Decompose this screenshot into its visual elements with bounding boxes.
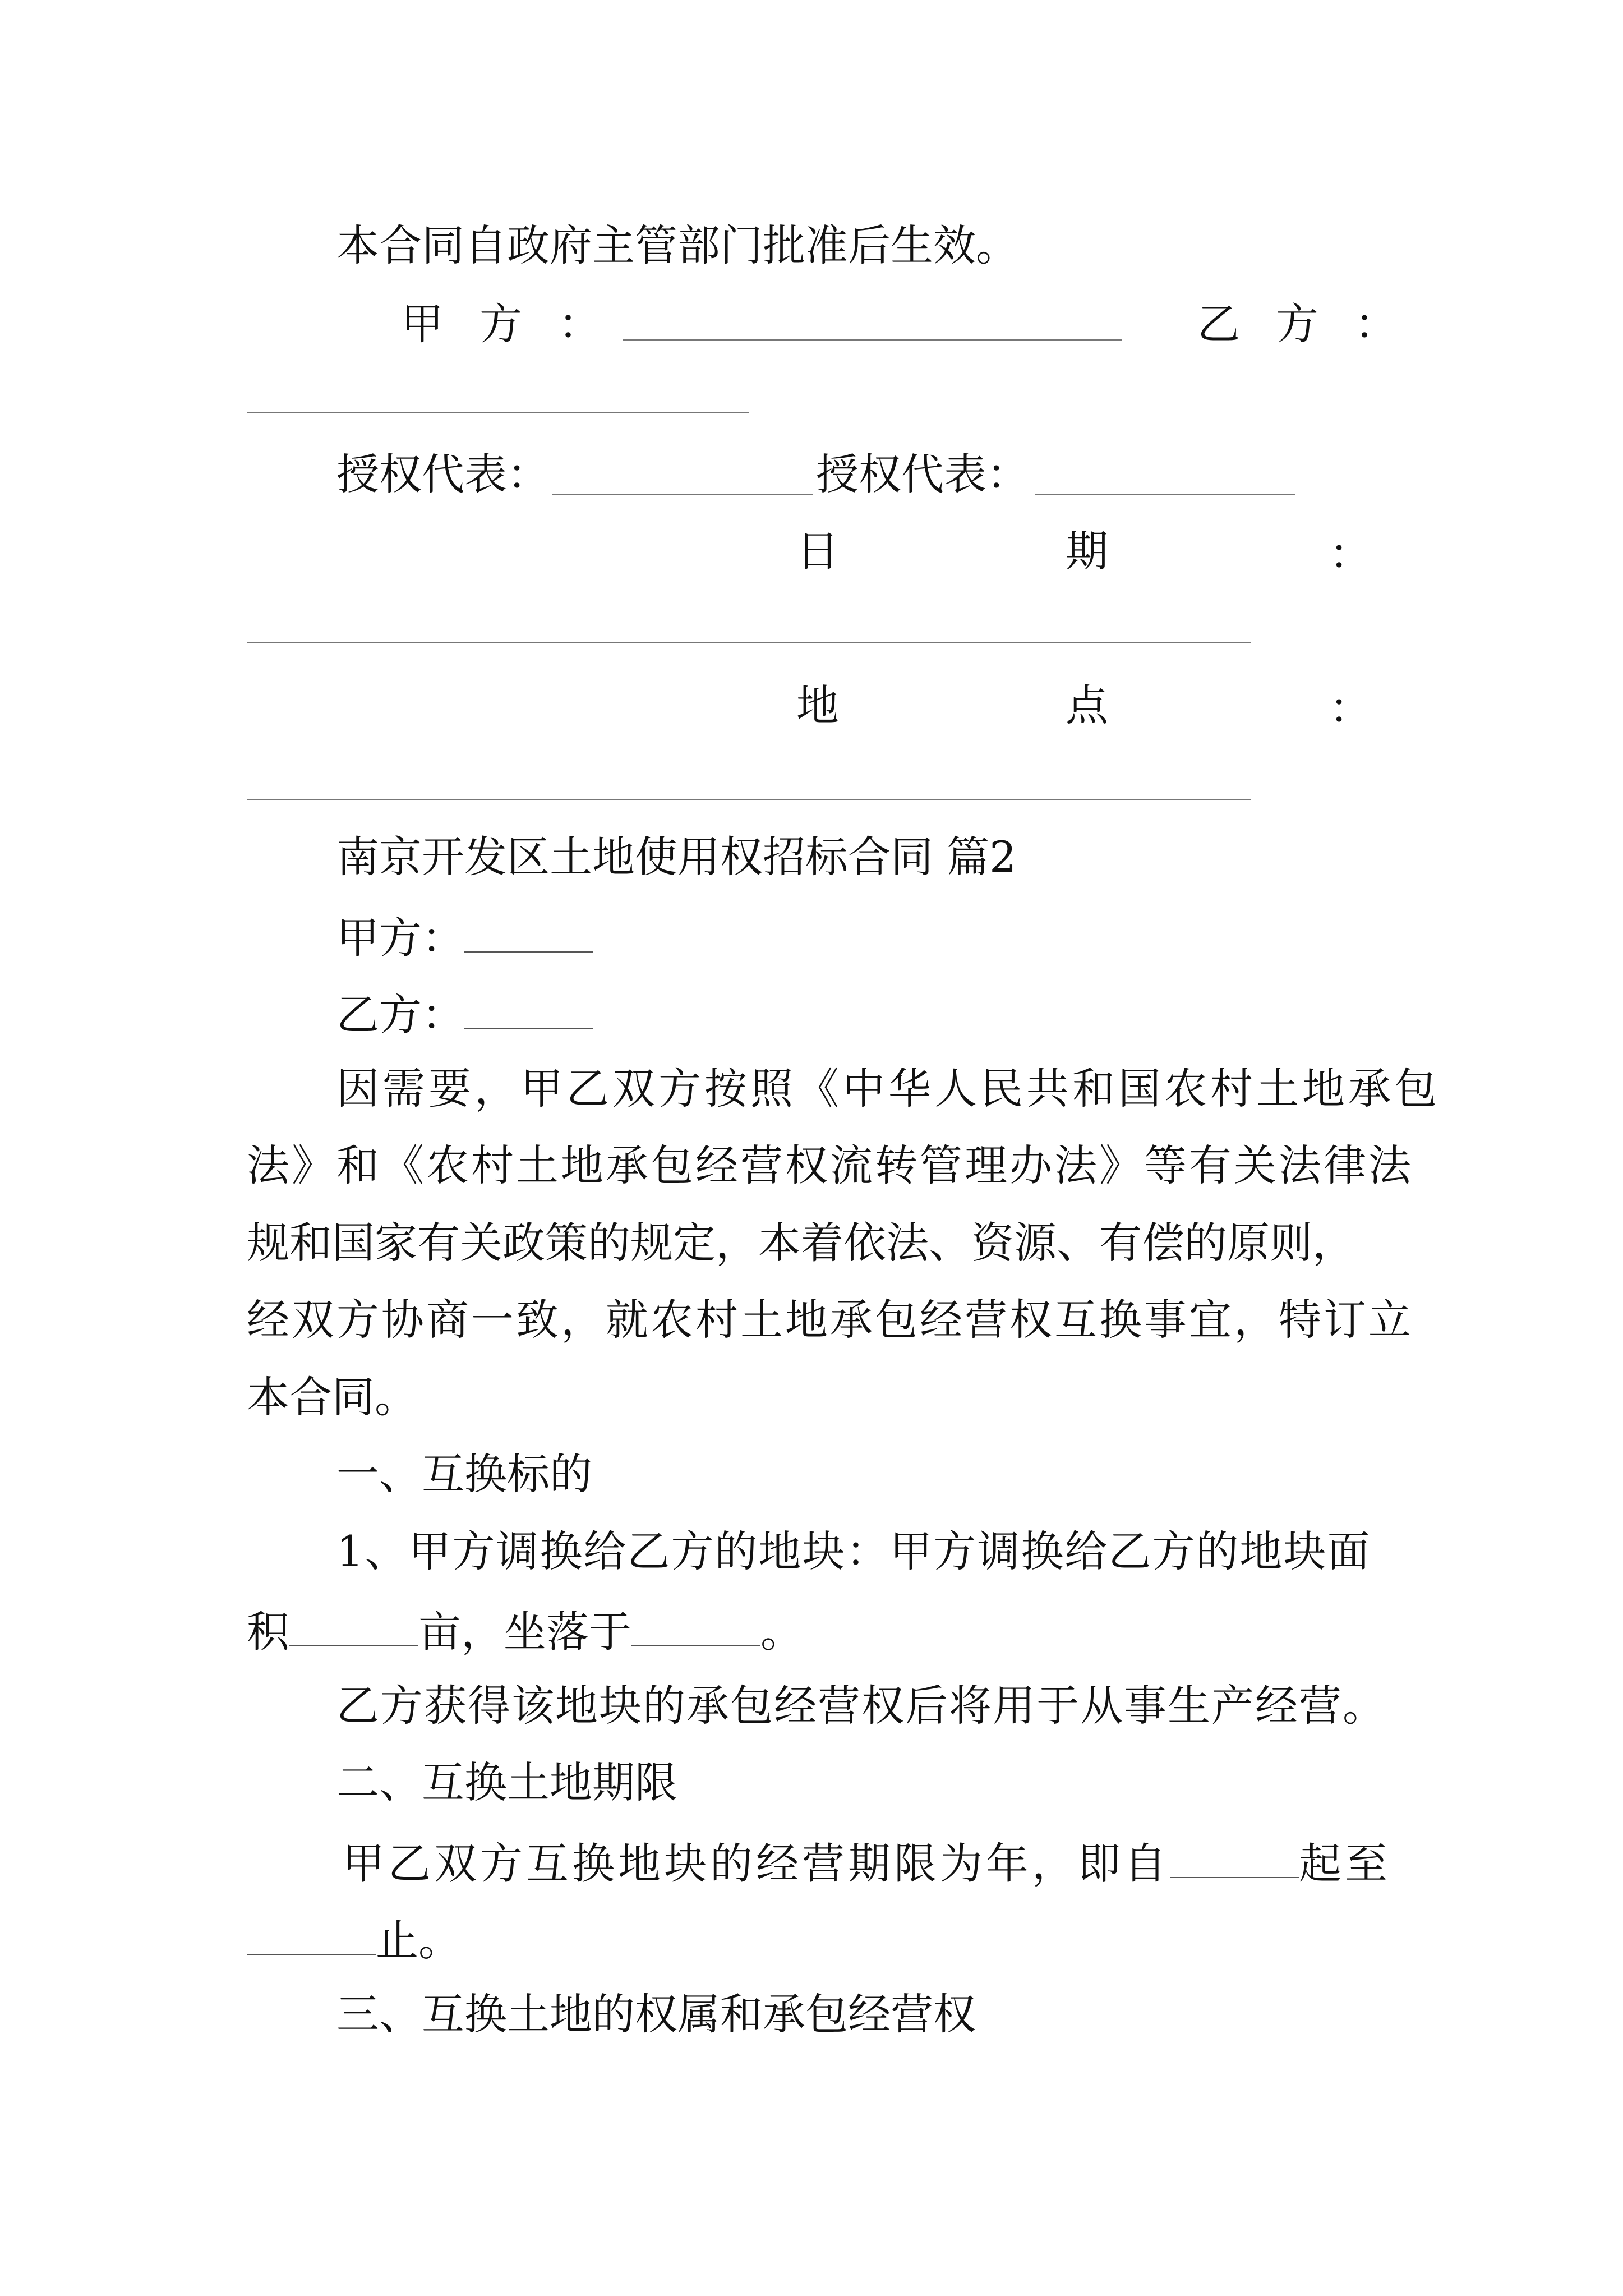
- area-label: 积: [247, 1607, 289, 1657]
- party-a-label: 甲方：: [336, 913, 464, 963]
- document-title-2: 南京开发区土地使用权招标合同 篇2: [336, 832, 1017, 882]
- intro-line-3: 规和国家有关政策的规定，本着依法、资源、有偿的原则，: [247, 1218, 1355, 1268]
- party-a-blank[interactable]: [464, 913, 593, 953]
- effective-clause: 本合同自政府主管部门批准后生效。: [336, 220, 1018, 270]
- term-end-suffix: 止。: [376, 1915, 461, 1966]
- intro-line-1: 因需要，甲乙双方按照《中华人民共和国农村土地承包: [336, 1064, 1440, 1114]
- date-blank[interactable]: [247, 642, 1251, 643]
- place-char-2: 点: [1066, 680, 1108, 730]
- term-start-blank[interactable]: [1170, 1839, 1299, 1878]
- section-3-heading: 三、互换土地的权属和承包经营权: [336, 1989, 976, 2039]
- place-colon: ：: [1329, 683, 1372, 733]
- section-2-heading: 二、互换土地期限: [336, 1757, 677, 1807]
- party-b-line: [336, 990, 593, 1040]
- sig-rep-b-label: 授权代表：: [816, 449, 1029, 499]
- date-colon: ：: [1329, 529, 1372, 579]
- intro-line-4: 经双方协商一致，就农村土地承包经营权互换事宜，特订立: [247, 1295, 1413, 1345]
- term-end-blank[interactable]: [247, 1916, 376, 1955]
- location-label: 亩，坐落于: [418, 1607, 631, 1657]
- party-a-line: [336, 913, 593, 963]
- party-b-label: 乙方：: [336, 990, 464, 1040]
- place-char-1: 地: [796, 680, 839, 730]
- sig-rep-a-blank[interactable]: [552, 494, 813, 495]
- location-blank[interactable]: [631, 1607, 760, 1646]
- sig-rep-a-label: 授权代表：: [336, 449, 550, 499]
- place-blank[interactable]: [247, 799, 1251, 800]
- term-start-label: 甲乙双方互换地块的经营期限为年，即自: [342, 1838, 1170, 1889]
- sig-party-b-label: 乙 方 ：: [1197, 299, 1409, 349]
- sig-party-b-blank[interactable]: [247, 412, 749, 413]
- item-1-line-2: [247, 1607, 803, 1657]
- item-1-use: 乙方获得该地块的承包经营权后将用于从事生产经营。: [336, 1681, 1386, 1731]
- intro-line-5: 本合同。: [247, 1372, 417, 1422]
- term-line-2: [247, 1915, 461, 1966]
- date-char-2: 期: [1066, 526, 1108, 576]
- term-end-label: 起至: [1299, 1838, 1391, 1889]
- period-mark: 。: [760, 1607, 803, 1657]
- section-1-heading: 一、互换标的: [336, 1449, 592, 1499]
- sig-party-a-label: 甲 方 ：: [401, 299, 612, 349]
- area-blank[interactable]: [289, 1607, 418, 1646]
- sig-party-a-blank[interactable]: [623, 339, 1122, 341]
- intro-line-2: 法》和《农村土地承包经营权流转管理办法》等有关法律法: [247, 1140, 1413, 1190]
- sig-rep-b-blank[interactable]: [1035, 494, 1295, 495]
- party-b-blank[interactable]: [464, 990, 593, 1029]
- term-line-1: [342, 1838, 1391, 1889]
- date-char-1: 日: [796, 526, 839, 576]
- item-1-line-1: 1、甲方调换给乙方的地块：甲方调换给乙方的地块面: [336, 1526, 1371, 1576]
